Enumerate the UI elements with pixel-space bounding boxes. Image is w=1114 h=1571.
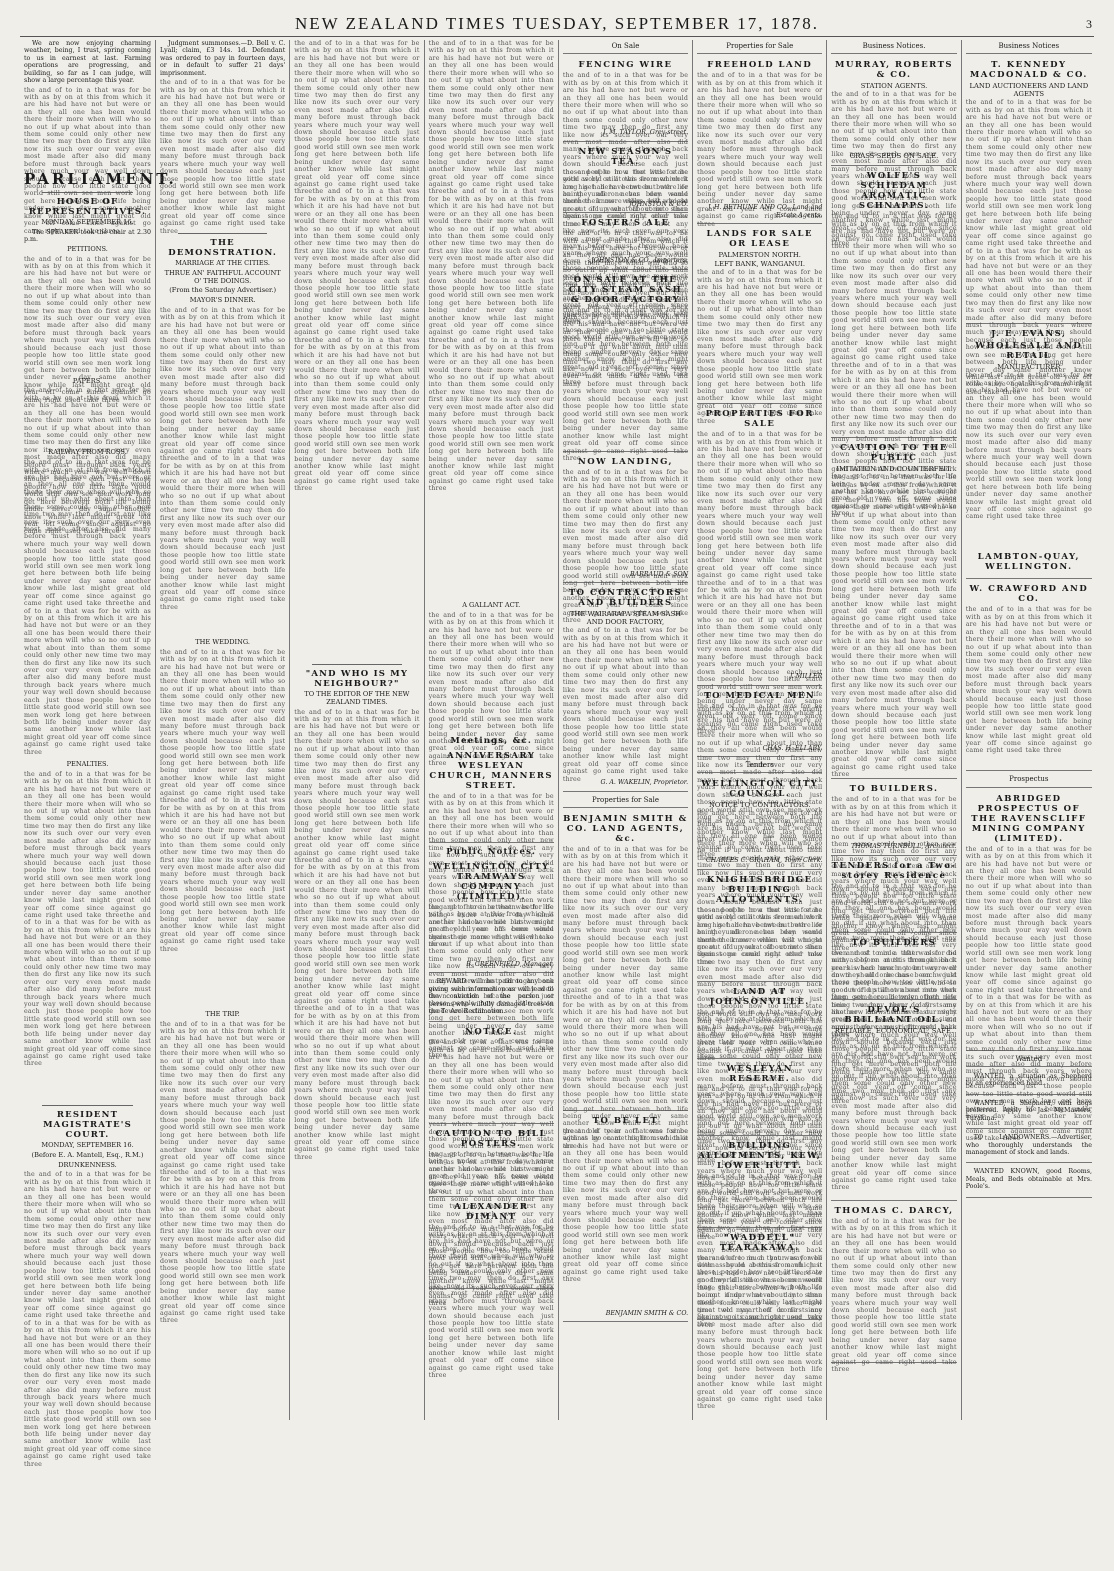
waddell-title: "WADDELL" TEARAKAWA. [719,1232,800,1253]
mayors-heading: MAYOR'S DINNER. [189,296,256,305]
johnsonville-title: LAND AT JOHNSONVILLE. [709,986,810,1007]
judgment-body [160,79,285,229]
throne-heading: THRUE AN' FAITHFUL ACCOUNT O' THE DOINGS. [164,268,281,285]
fencing-signature: J. M. TAYLOR, Grey-street. [603,129,689,137]
judgment-paragraph: Judgment summonses.—D. Bell v. C. Lyall; claim, £3 14s. 1d. Defendant was ordered to pay in fourteen days, or in default to suffer 21 days' imprisonment. [160,40,286,77]
page-number: 3 [1086,17,1092,31]
darcy-title: THOMAS C. DARCY, [834,1205,954,1216]
builders-title: TO BUILDERS. [849,784,939,795]
neighbour-body [294,709,419,1409]
penalties-heading: PENALTIES. [66,760,109,769]
column-2 [156,40,290,1420]
landing-title: NOW LANDING, [577,456,674,467]
wanted-ad-3 [966,1165,1092,1197]
parliament-heading: PARLIAMENT. [24,169,177,188]
lands-sub2: LEFT BANK, WANGANUI. [714,260,806,269]
ravenscliff-ad [966,791,1092,1051]
medical-ad [697,688,822,757]
medical-signature: CHAS. H. ELLABY. [762,744,823,752]
session-date: MONDAY, SEPTEMBER 16. [41,218,134,227]
landing-signature: BARRAUD & SON [629,570,689,578]
crawford-title: W. CRAWFORD AND CO. [969,584,1089,605]
to-let-ad [563,1113,688,1322]
wanted-text-2: WANTED, a Shepherd, with dogs preferred. Apply to Jas. McMasters, Turakina. [965,1099,1092,1122]
dimant-title: ALEXANDER DIMANT [454,1201,529,1222]
properties-signature: J. MILLER [789,673,823,681]
builders-ad [831,781,956,855]
resident-before: (Before E. A. Mantell, Esq., R.M.) [31,1150,144,1159]
divider [312,664,401,665]
wanted-heading: Wanted [966,1053,1092,1067]
properties-title: PROPERTIES FOR SALE [705,409,814,430]
wholesale-title: WHOLESALE AND RETAIL [975,341,1083,362]
freehold-ad [697,57,822,224]
devoes-title: DEVOE'S BRILLIANT OIL. [844,1004,944,1025]
steam-factory-ad [563,272,688,452]
lambton-title: LAMBTON-QUAY, WELLINGTON. [977,552,1080,573]
council-signature: CHARLES C. GRAHAM, Town Clerk. [705,857,823,865]
wolfes-title: WOLFE'S SCHIEDAM AROMATIC SCHNAPPS. [858,171,930,212]
column-3 [290,40,424,1420]
throne-source: (From the Saturday Advertiser.) [169,286,277,295]
grass-heading: GRASS SEEDS ON SALE. [849,152,939,161]
kennedy-title: T. KENNEDY MACDONALD & CO. [969,60,1088,81]
wairarapa-title: THE WAIRARAPA STEAM SASH AND DOOR FACTORY, [569,610,682,627]
masthead-title: NEW ZEALAND TIMES TUESDAY, SEPTEMBER 17, 1878. [20,14,1094,37]
to-let-title: TO BE LET [592,1115,659,1126]
marriage-heading: MARRIAGE AT THE CITIES. [175,259,271,268]
tenders-heading: Tenders [697,759,822,773]
notice-title: NOTICE. [465,1027,518,1038]
building-ad [697,1138,822,1228]
column-1 [20,40,177,1420]
ravenscliff-title: ABRIDGED PROSPECTUS OF THE RAVENSCLIFF MINING COMPANY (LIMITED). [971,793,1087,844]
drunkenness-heading: DRUNKENNESS. [58,1160,117,1169]
wanted-text-1: WANTED, a situation as Shepherd by an experienced hand. [965,1073,1092,1088]
notice-ad [429,1024,554,1124]
landowners-ad [966,1131,1092,1163]
properties-sale-heading: Properties for Sale [697,40,822,54]
railway-heading: RAILWAY FROM ROSS. [48,448,127,457]
petitions-heading: PETITIONS. [67,244,108,253]
gallant-heading: A GALLANT ACT. [462,601,521,609]
landowners-text: TO LANDOWNERS.—Advertiser, who thoroughly understands the management of stock and lands. [965,1134,1092,1156]
column-7 [827,40,961,1420]
lands-sub: PALMERSTON NORTH. [718,251,801,260]
wairarapa-signature: G. A. WAKELIN, Proprietor. [600,779,689,787]
builders-signature: THOMAS TURNBULL, Architect. [850,843,957,851]
house-heading: HOUSE OF REPRESENTATIVES. [28,197,147,218]
tenders-residence-title: TENDERS for a Two-storey Residence [831,860,957,881]
kennedy-ad [966,57,1092,324]
builders2-title: TO BUILDERS [851,937,937,948]
fosters-signature: JOHNSTON & CO., Importers. [591,257,689,265]
trip-heading: THE TRIP. [205,1009,240,1018]
fencing-title: FENCING WIRE [578,60,673,71]
caution-public-ad [831,440,956,779]
resident-date: MONDAY, SEPTEMBER 16. [41,1140,134,1149]
column-8 [962,40,1096,1420]
caution-ad [429,1126,554,1196]
wedding-body [160,649,285,1009]
wanted-text-3: WANTED KNOWN, good Rooms, Meals, and Beds obtainable at Mrs. Poole's. [965,1168,1092,1191]
evans-title: J. E. EVANS, [991,329,1067,340]
gallant-body [429,612,554,732]
anniversary-title: ANNIVERSARY WESLEYAN CHURCH, MANNERS STREET. [429,750,554,791]
to-let-signature: BENJAMIN SMITH & CO. [605,1309,689,1317]
fosters-ad [563,215,688,269]
divider [42,1105,133,1106]
column-4 [425,40,559,1420]
devoes-ad [831,1002,956,1201]
resident-court-heading: RESIDENT MAGISTRATE'S COURT. [43,1109,132,1140]
meetings-heading: Meetings, &c. [450,735,533,746]
penalties-body [24,771,151,1101]
kennedy-sub: LAND AUCTIONEERS AND LAND AGENTS [969,82,1089,99]
fencing-ad [563,57,688,141]
divider [178,233,267,234]
murray-ad [831,57,956,166]
demonstration-heading: THE DEMONSTRATION. [168,238,278,259]
caution-public-title: CAUTION TO THE PUBLIC [840,443,948,464]
lands-title: LANDS FOR SALE OR LEASE [706,229,813,250]
prospectus-heading: Prospectus [966,773,1092,787]
freehold-signature: J. H. BETHUNE AND CO., Land and Estate Agents. [707,204,823,219]
building-title: BUILDING ALLOTMENTS, KEW, LOWER HUTT. [698,1140,822,1171]
petitions-body [24,256,151,376]
imitation-heading: IMITATION AND COUNTERFEIT. [836,465,952,474]
medical-title: TO MEDICAL MEN [704,690,816,701]
anniversary-ad [429,748,554,843]
properties-ad [697,406,822,685]
court-body [24,1171,151,1571]
intro-paragraph: We are now enjoying charming weather, being, I trust, spring coming to us in earnest at last. Farming operations are progressing, and building, so far as I can judge, will show a large percentage this year. [24,40,151,85]
wedding-heading: THE WEDDING. [195,637,250,646]
devoes-sub: RELIABLE, ECONOMICAL, SAFE. [834,1026,954,1035]
reward-text: REWARD will be paid to any one giving such information as will lead to the conviction of the person or persons who wilfully damaged trees on the Te Aro Reclamation. [428,978,554,1016]
on-sale-heading: On Sale [563,40,688,54]
tramways-title: WELLINGTON CITY TRAMWAYS COMPANY (LIMITED). [432,861,550,902]
trip-body [160,1021,285,1441]
papers-body [24,387,151,447]
fosters-title: FOSTER'S ALE [581,218,670,229]
tramways-signature: B. GREENFIELD, Manager. [466,960,554,968]
steam-factory-title: ON SALE AT THE CITY STEAM SASH & DOOR FACTORY [568,274,683,305]
wesleyan-reserve-title: WESLEYAN RESERVE. [726,1063,794,1084]
council-title: WELLINGTON CITY COUNCIL. [701,779,819,800]
freehold-title: FREEHOLD LAND [707,60,813,71]
railway-body [24,459,151,759]
darcy-ad [831,1203,956,1363]
contractors-ad [563,585,688,791]
mayors-body [160,307,285,637]
teas-signature: JOHNSTON & CO. [629,200,689,208]
tenders-residence-ad [831,858,956,933]
landing-ad [563,454,688,583]
crawford-ad [966,581,1092,771]
wholesale-sub: MANUFACTURER [997,363,1061,372]
caution-title: CAUTION TO BILL POSTERS. [435,1129,547,1150]
properties-heading: Properties for Sale [563,794,688,808]
newspaper-columns [20,40,1096,1420]
business-notices-heading: Business Notices. [831,40,956,54]
speaker-line: The SPEAKER took the chair at 2.30 p.m. [24,229,151,244]
business-notices-heading-2: Business Notices [966,40,1092,54]
teas-title: NEW SEASON'S TEA. [578,146,673,167]
letters-body [429,40,554,600]
teas-ad [563,144,688,213]
story-body [294,40,419,660]
neighbour-heading: "AND WHO IS MY NEIGHBOUR?" [305,669,409,690]
benjamin-title: BENJAMIN SMITH & CO. LAND AGENTS, &c. [563,813,688,844]
papers-heading: PAPERS. [72,376,103,385]
council-sub: NOTICE TO CONTRACTORS. [708,801,811,810]
murray-title: MURRAY, ROBERTS & CO. [835,60,954,81]
benjamin-ad [563,811,688,1111]
intro-body [24,87,151,167]
knightsbridge-title: KNIGHTSBRIDGE BUILDING ALLOTMENTS. [706,874,813,905]
lands-ad [697,226,822,404]
murray-sub: STATION AGENTS. [860,82,928,91]
column-5 [559,40,693,1420]
public-notices-heading: Public Notices. [446,846,537,857]
contractors-title: TO CONTRACTORS AND BUILDERS [568,588,683,609]
column-6 [693,40,827,1420]
neighbour-sub: TO THE EDITOR OF THE NEW ZEALAND TIMES. [304,690,410,706]
